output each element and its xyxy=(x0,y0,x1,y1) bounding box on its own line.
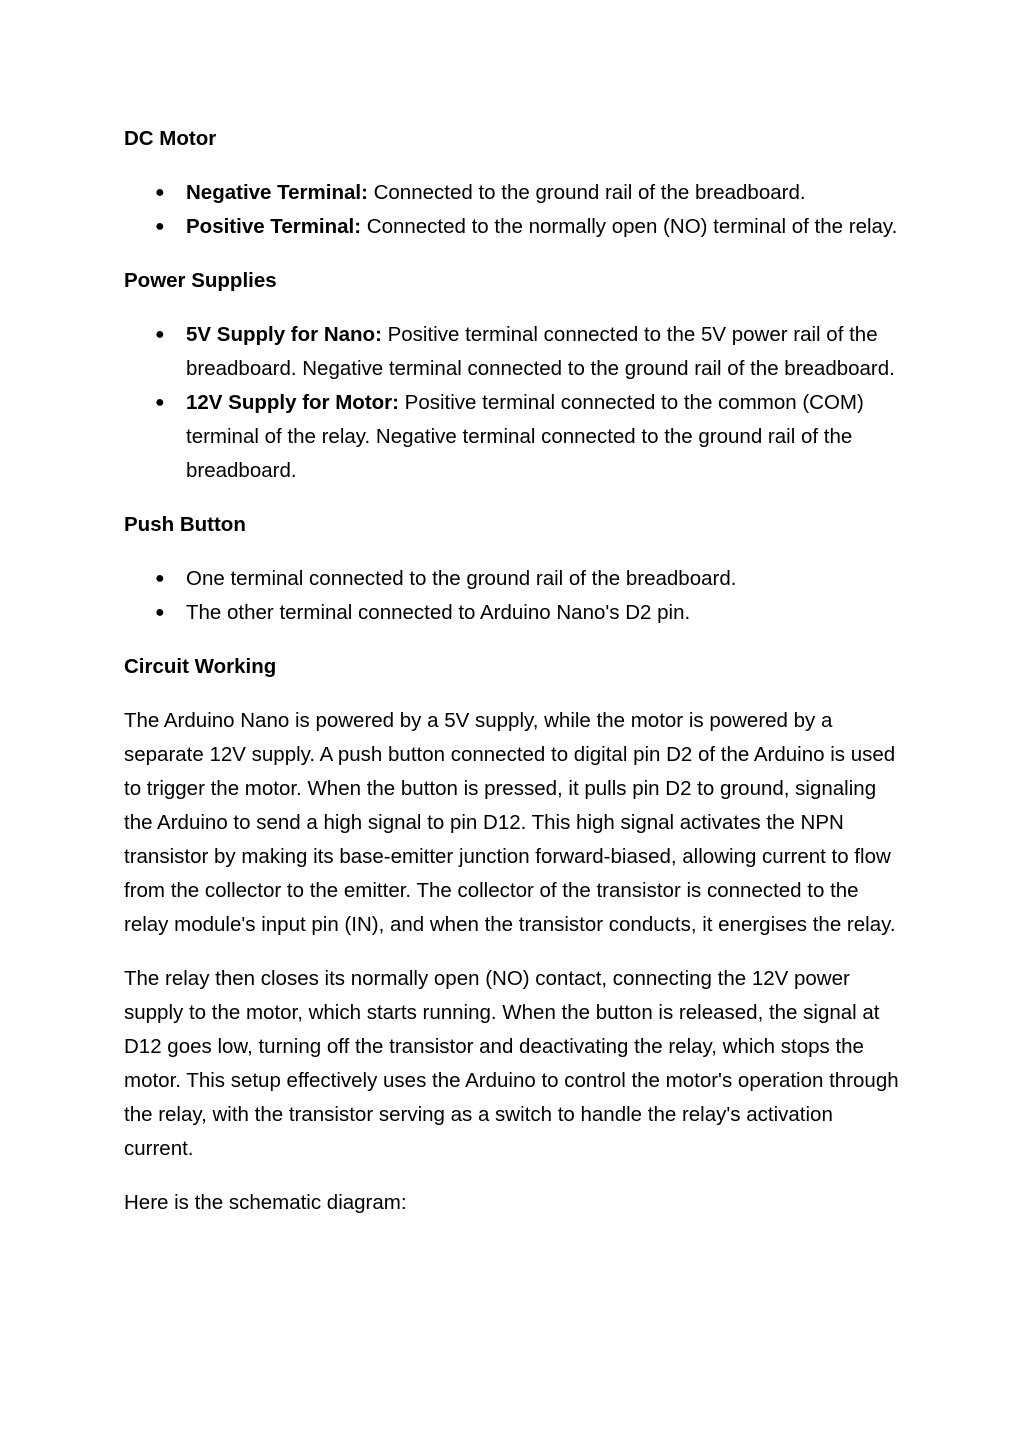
bullet-icon: ● xyxy=(155,394,165,411)
list-item xyxy=(124,386,900,488)
list-push-button xyxy=(124,562,900,630)
paragraph-schematic-intro: Here is the schematic diagram: xyxy=(124,1191,407,1214)
list-item xyxy=(124,210,900,244)
section-heading-power-supplies: Power Supplies xyxy=(124,269,277,292)
bullet-icon: ● xyxy=(155,184,165,201)
list-dc-motor xyxy=(124,176,900,244)
list-item-text: The other terminal connected to Arduino Nano's D2 pin. xyxy=(186,601,691,624)
list-item-text: One terminal connected to the ground rail of the breadboard. xyxy=(186,567,737,590)
list-item-text: Connected to the ground rail of the breadboard. xyxy=(367,181,806,204)
list-item-text: Positive terminal connected to the 5V power rail of the breadboard. Negative terminal connected to the ground rail of the breadboard. xyxy=(186,323,895,380)
section-heading-circuit-working: Circuit Working xyxy=(124,655,277,678)
bullet-icon: ● xyxy=(155,326,165,343)
paragraph-circuit-working-1: The Arduino Nano is powered by a 5V supply, while the motor is powered by a separate 12V supply. A push button connected to digital pin D2 of the Arduino is used to trigger the motor. When the button is pressed, it pulls pin D2 to ground, signaling the Arduino to send a high signal to pin D12. This high signal activates the NPN transistor by making its base-emitter junction forward-biased, allowing current to flow from the collector to the emitter. The collector of the transistor is connected to the relay module's input pin (IN), and when the transistor conducts, it energises the relay. xyxy=(124,709,896,936)
list-item-term: 12V Supply for Motor: xyxy=(186,391,399,414)
bullet-icon: ● xyxy=(155,604,165,621)
list-item-text: Connected to the normally open (NO) terminal of the relay. xyxy=(361,215,898,238)
section-heading-dc-motor: DC Motor xyxy=(124,127,217,150)
bullet-icon: ● xyxy=(155,570,165,587)
list-item xyxy=(124,318,900,386)
bullet-icon: ● xyxy=(155,218,165,235)
list-item-term: Negative Terminal: xyxy=(186,181,368,204)
paragraph-circuit-working-2: The relay then closes its normally open (NO) contact, connecting the 12V power supply to the motor, which starts running. When the button is released, the signal at D12 goes low, turning off the transistor and deactivating the relay, which stops the motor. This setup effectively uses the Arduino to control the motor's operation through the relay, with the transistor serving as a switch to handle the relay's activation current. xyxy=(124,967,899,1160)
document-content xyxy=(124,122,900,1220)
list-item-term: 5V Supply for Nano: xyxy=(186,323,382,346)
section-heading-push-button: Push Button xyxy=(124,513,246,536)
list-item xyxy=(124,562,900,596)
list-item-term: Positive Terminal: xyxy=(186,215,362,238)
list-item-text: Positive terminal connected to the common (COM) terminal of the relay. Negative terminal connected to the ground rail of the breadboard. xyxy=(186,391,864,482)
list-item xyxy=(124,176,900,210)
list-item xyxy=(124,596,900,630)
list-power-supplies xyxy=(124,318,900,488)
